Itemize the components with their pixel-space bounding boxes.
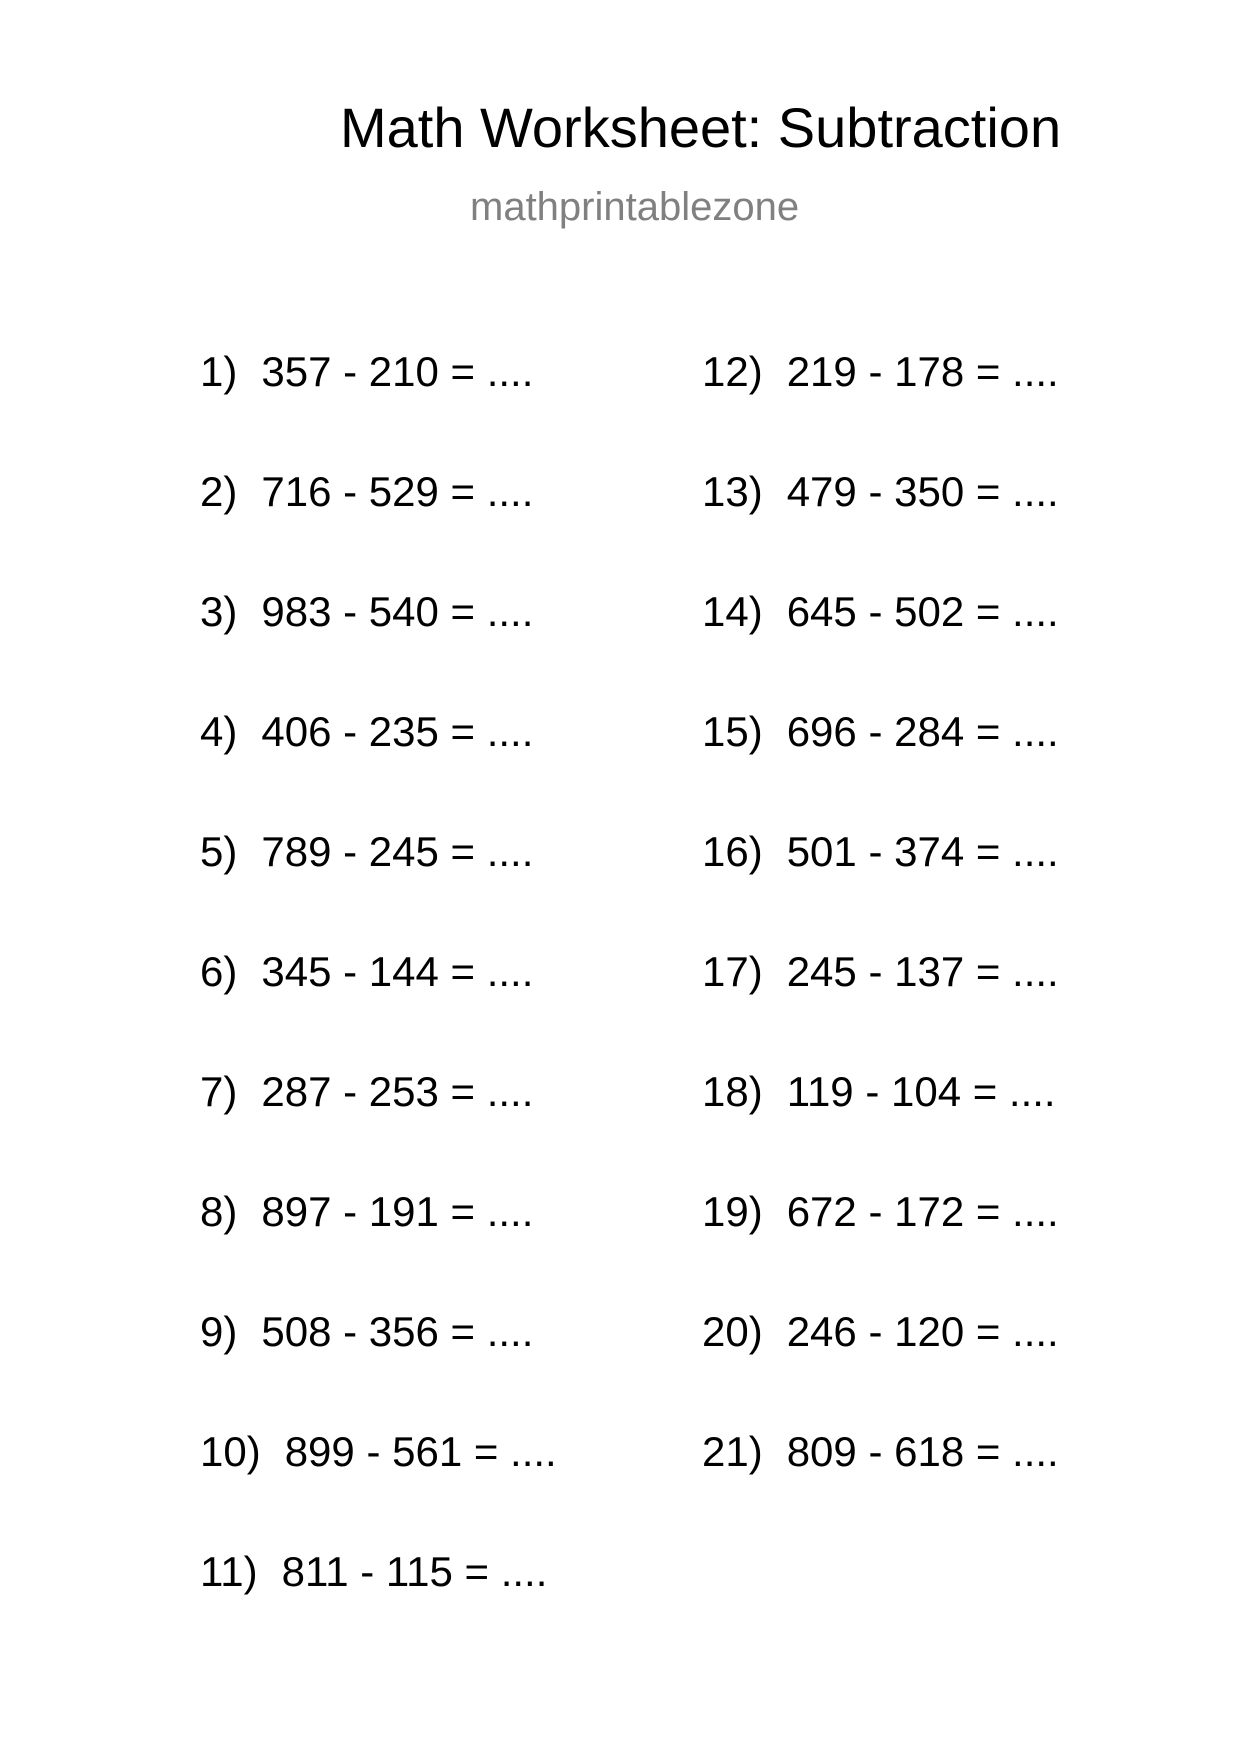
problem-expression: 899 - 561 = .... [284,1428,557,1475]
problem-item [200,708,557,831]
problem-expression: 716 - 529 = .... [261,468,534,515]
problem-item [200,948,557,1071]
problem-item [200,468,557,591]
problem-expression: 119 - 104 = .... [786,1068,1056,1115]
problem-number: 6) [200,948,238,995]
problem-expression: 287 - 253 = .... [261,1068,534,1115]
problem-item [200,348,557,471]
problem-expression: 246 - 120 = .... [786,1308,1059,1355]
problem-number: 5) [200,828,238,875]
problem-item [702,1068,1059,1191]
problem-expression: 479 - 350 = .... [786,468,1059,515]
problem-expression: 245 - 137 = .... [786,948,1059,995]
problem-column-right [702,348,1059,1551]
problem-number: 9) [200,1308,238,1355]
problem-number: 13) [702,468,763,515]
problem-column-left [200,348,557,1671]
problem-item [702,828,1059,951]
problem-item [702,948,1059,1071]
problem-expression: 406 - 235 = .... [261,708,534,755]
problem-number: 10) [200,1428,261,1475]
problem-expression: 357 - 210 = .... [261,348,534,395]
problem-item [702,708,1059,831]
worksheet-subtitle: mathprintablezone [470,185,800,229]
problem-item [200,1308,557,1431]
problem-item [200,1068,557,1191]
problem-number: 1) [200,348,238,395]
problem-item [200,588,557,711]
problem-expression: 645 - 502 = .... [786,588,1059,635]
problem-number: 2) [200,468,238,515]
problem-expression: 983 - 540 = .... [261,588,534,635]
problem-expression: 345 - 144 = .... [261,948,534,995]
problem-number: 3) [200,588,238,635]
problem-item [702,1188,1059,1311]
problem-item [702,468,1059,591]
problem-item [702,1428,1059,1551]
problem-expression: 672 - 172 = .... [786,1188,1059,1235]
problem-number: 12) [702,348,763,395]
problem-item [702,1308,1059,1431]
problem-number: 20) [702,1308,763,1355]
problem-expression: 789 - 245 = .... [261,828,534,875]
problem-number: 17) [702,948,763,995]
problem-expression: 811 - 115 = .... [281,1548,548,1595]
problem-item [200,1188,557,1311]
problem-number: 21) [702,1428,763,1475]
problem-number: 19) [702,1188,763,1235]
problem-number: 18) [702,1068,763,1115]
problem-item [200,1428,557,1551]
problem-item [200,828,557,951]
problem-number: 7) [200,1068,238,1115]
problem-expression: 508 - 356 = .... [261,1308,534,1355]
problem-item [200,1548,557,1671]
problem-expression: 696 - 284 = .... [786,708,1059,755]
problem-number: 4) [200,708,238,755]
problem-expression: 219 - 178 = .... [786,348,1059,395]
problem-number: 8) [200,1188,238,1235]
worksheet-title: Math Worksheet: Subtraction [340,96,1062,159]
problem-expression: 501 - 374 = .... [786,828,1059,875]
problem-number: 11) [200,1548,258,1595]
problem-expression: 809 - 618 = .... [786,1428,1059,1475]
problem-number: 16) [702,828,763,875]
problem-number: 15) [702,708,763,755]
problem-item [702,588,1059,711]
problem-expression: 897 - 191 = .... [261,1188,534,1235]
problem-number: 14) [702,588,763,635]
problem-item [702,348,1059,471]
